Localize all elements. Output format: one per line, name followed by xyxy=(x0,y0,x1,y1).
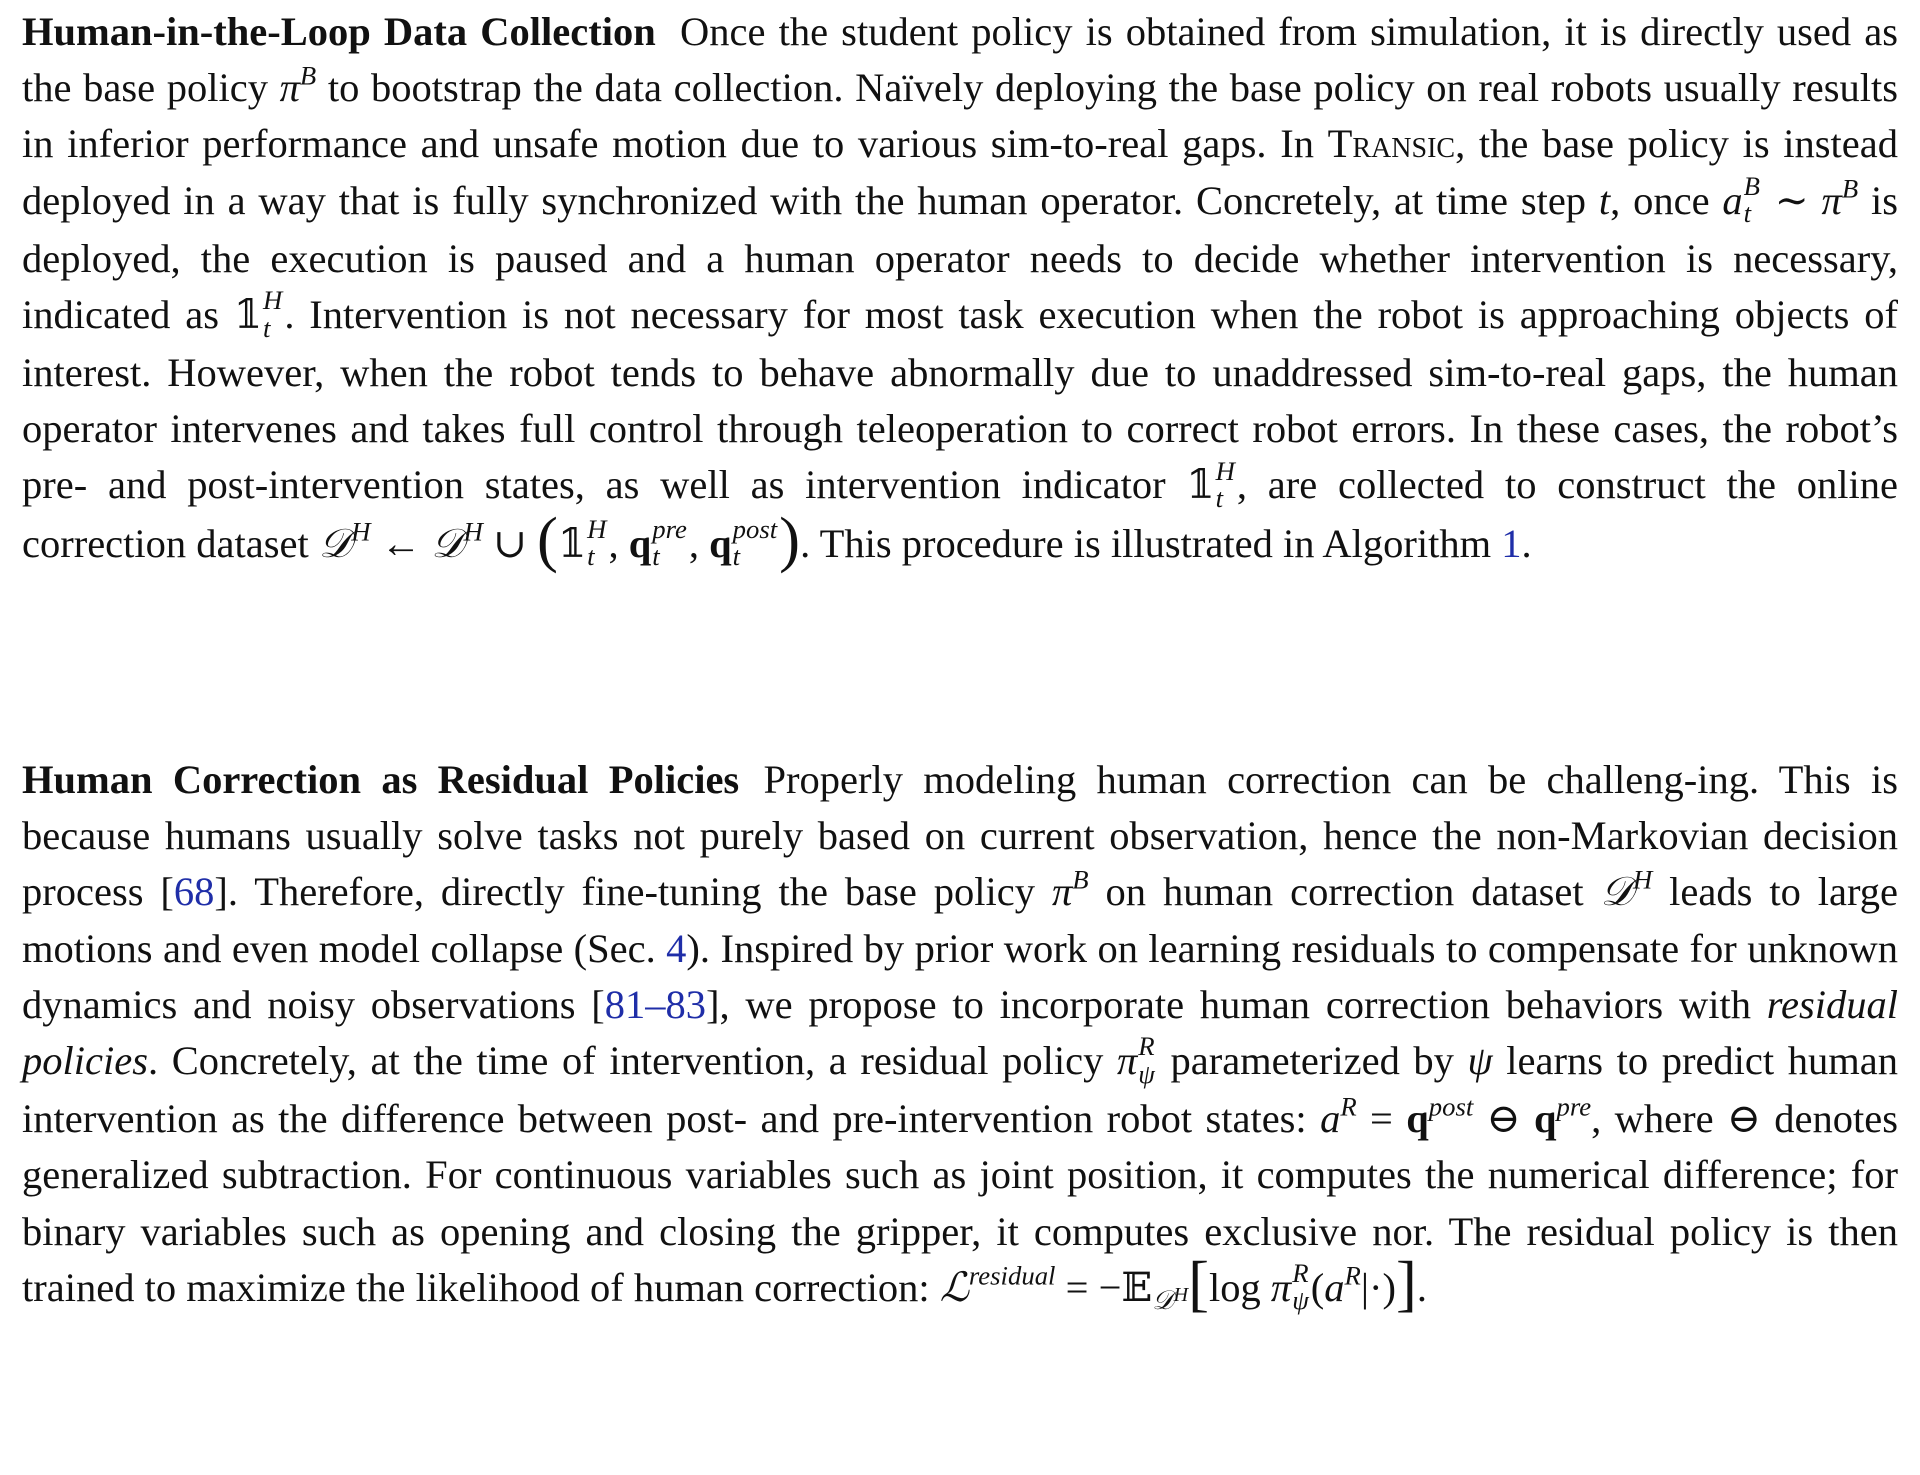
paragraph-human-in-the-loop xyxy=(22,4,1898,574)
math-supsub: post t xyxy=(732,513,778,572)
math-sim: ∼ xyxy=(1761,177,1822,223)
math-paren-left: ( xyxy=(537,504,558,575)
citation-link[interactable]: 68 xyxy=(173,869,215,915)
body-text: . This procedure is illustrated in Algorithm xyxy=(800,520,1502,566)
paragraph-residual-policies xyxy=(22,752,1898,1318)
math-superscript: R xyxy=(1340,1091,1357,1122)
math-cup: ∪ xyxy=(482,520,538,566)
math-arrow: ← xyxy=(370,520,432,566)
math-a: a xyxy=(1324,1264,1345,1310)
body-text: Once the student policy is obtained from simulation, it is directly used as the base policy xyxy=(22,9,1899,111)
math-supsub: H t xyxy=(263,285,283,343)
math-q: q xyxy=(1406,1096,1429,1142)
math-superscript: B xyxy=(299,60,317,91)
math-supsub: R ψ xyxy=(1138,1031,1155,1089)
math-bracket-right: ] xyxy=(1395,1248,1417,1319)
math-paren-right: ) xyxy=(779,504,801,575)
math-pi: π xyxy=(279,65,300,111)
math-expectation: 𝔼 xyxy=(1121,1264,1153,1310)
math-supsub: R ψ xyxy=(1292,1258,1309,1316)
math-pi: π xyxy=(1116,1038,1138,1084)
math-equals: = xyxy=(1356,1096,1407,1142)
body-text: . xyxy=(1416,1264,1427,1310)
math-ominus: ⊖ xyxy=(1473,1096,1534,1142)
math-a: a xyxy=(1722,177,1743,223)
body-text: , are collected to construct the online correction dataset xyxy=(22,462,1898,566)
math-supsub: pre t xyxy=(652,513,687,572)
body-text: leads to large motions and even model collapse (Sec. xyxy=(22,869,1898,971)
math-a: a xyxy=(1320,1096,1341,1142)
math-superscript: H xyxy=(463,515,483,546)
section-reference-link[interactable]: 4 xyxy=(666,925,687,971)
math-loss: ℒ xyxy=(939,1264,969,1310)
math-q: q xyxy=(628,520,652,566)
math-subscript: 𝒟H xyxy=(1152,1284,1189,1316)
math-superscript: pre xyxy=(1556,1091,1592,1122)
math-supsub: H t xyxy=(587,513,607,572)
math-bracket-left: [ xyxy=(1188,1248,1209,1319)
math-psi: ψ xyxy=(1467,1038,1493,1084)
math-paren-left: ( xyxy=(1310,1264,1325,1310)
math-conditional: |·) xyxy=(1360,1264,1396,1310)
body-text: , once xyxy=(1610,177,1723,223)
section-heading: Human-in-the-Loop Data Collection xyxy=(22,9,656,54)
math-superscript: H xyxy=(351,515,371,546)
math-pi: π xyxy=(1051,869,1073,915)
section-heading: Human Correction as Residual Policies xyxy=(22,757,740,802)
body-text: is deployed, the execution is paused and a human operator needs to decide whether intervention is necessary, indicated as xyxy=(22,177,1899,337)
math-q: q xyxy=(1534,1096,1557,1142)
body-text: , the base policy is instead deployed in a way that is fully synchronized with the human operator. Concretely, at time step xyxy=(22,121,1899,223)
body-text: , where ⊖ denotes generalized subtraction. For continuous variables such as joint position, it computes the numerical difference; for binary variables such as opening and closing the gripper, it computes exclusive nor. The residual policy is then trained to maximize the likelihood of human correction: xyxy=(22,1096,1898,1310)
math-dataset: 𝒟 xyxy=(1600,869,1633,915)
body-text: Properly modeling human correction can be challeng-ing. This is because humans usually solve tasks not purely based on current observation, hence the non-Markovian decision process [ xyxy=(22,757,1898,915)
math-dataset: 𝒟 xyxy=(318,520,352,566)
method-name: Transic xyxy=(1327,121,1456,167)
body-text: . Concretely, at the time of intervention, a residual policy xyxy=(147,1038,1117,1084)
math-superscript: B xyxy=(1072,864,1089,895)
body-text: to bootstrap the data collection. Naïvely deploying the base policy on real robots usually results in inferior performance and unsafe motion due to various sim-to-real gaps. In xyxy=(22,65,1899,167)
math-pi: π xyxy=(1270,1264,1292,1310)
math-pi: π xyxy=(1821,177,1842,223)
math-superscript: B xyxy=(1841,173,1859,204)
body-text: ], we propose to incorporate human correction behaviors with xyxy=(706,981,1767,1027)
body-text: learns to predict human intervention as the difference between post- and pre-intervention robot states: xyxy=(22,1038,1898,1142)
math-supsub: B t xyxy=(1743,170,1760,229)
math-superscript: R xyxy=(1344,1260,1361,1291)
math-log: log xyxy=(1209,1264,1271,1310)
body-text: . Intervention is not necessary for most task execution when the robot is approaching objects of interest. However, when the robot tends to behave abnormally due to unaddressed sim-to-real gaps, the human operator intervenes and takes full control through teleoperation to correct robot errors. In these cases, the robot’s pre- and post-intervention states, as well as intervention indicator xyxy=(22,291,1899,508)
math-comma: , xyxy=(608,520,629,566)
body-text: ). Inspired by prior work on learning residuals to compensate for unknown dynamics and noisy observations [ xyxy=(22,925,1898,1027)
math-t: t xyxy=(1598,177,1611,223)
math-indicator: 𝟙 xyxy=(557,520,587,566)
body-text: . xyxy=(1521,520,1532,566)
math-supsub: H t xyxy=(1215,455,1235,514)
body-text: parameterized by xyxy=(1156,1038,1468,1084)
math-superscript: post xyxy=(1428,1091,1474,1122)
math-indicator: 𝟙 xyxy=(233,291,263,337)
body-text: on human correction dataset xyxy=(1088,869,1601,915)
algorithm-reference-link[interactable]: 1 xyxy=(1501,520,1522,566)
math-indicator: 𝟙 xyxy=(1186,462,1215,508)
math-superscript: residual xyxy=(968,1260,1056,1291)
citation-link[interactable]: 81–83 xyxy=(604,981,706,1027)
math-superscript: H xyxy=(1632,864,1653,895)
emphasized-term: residual policies xyxy=(22,981,1898,1084)
body-text: ]. Therefore, directly fine-tuning the base policy xyxy=(214,869,1052,915)
math-equals-negative: = − xyxy=(1055,1264,1122,1310)
math-dataset: 𝒟 xyxy=(431,520,464,566)
math-comma: , xyxy=(688,520,710,566)
math-q: q xyxy=(709,520,732,566)
